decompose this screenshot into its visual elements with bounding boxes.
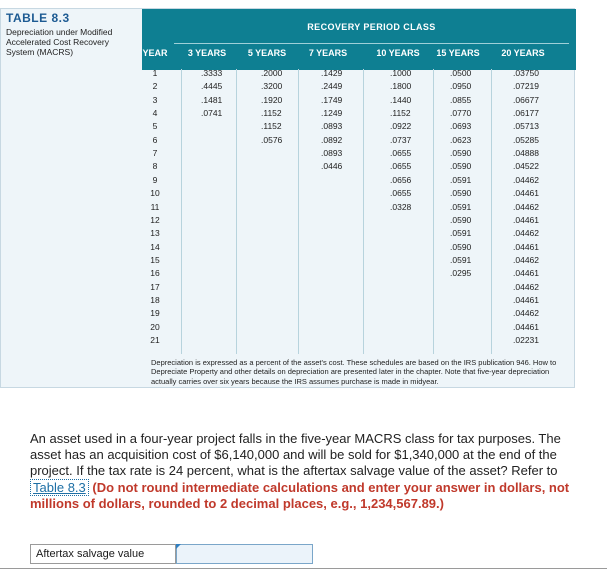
rate-cell: .04462 xyxy=(513,308,539,319)
rate-cell: .0741 xyxy=(201,108,223,119)
rate-cell: .04461 xyxy=(513,294,539,305)
year-cell: 15 xyxy=(150,254,160,265)
table-title: TABLE 8.3 xyxy=(6,11,70,25)
year-cell: 12 xyxy=(150,214,160,225)
year-cell: 13 xyxy=(150,228,160,239)
rate-cell: .05285 xyxy=(513,134,539,145)
rate-cell: .0590 xyxy=(450,214,472,225)
bottom-divider xyxy=(0,568,607,569)
rate-cell: .04888 xyxy=(513,148,539,159)
rate-cell: .0693 xyxy=(450,121,472,132)
rate-cell: .4445 xyxy=(201,81,223,92)
column-header-5: 15 YEARS xyxy=(436,48,480,58)
year-cell: 2 xyxy=(152,81,158,92)
column-header-1: 3 YEARS xyxy=(187,48,227,58)
year-cell: 10 xyxy=(150,188,160,199)
year-cell: 21 xyxy=(150,335,160,345)
column-header-4: 10 YEARS xyxy=(376,48,420,58)
column-header-3: 7 YEARS xyxy=(308,48,348,58)
year-cell: 5 xyxy=(152,121,158,132)
year-cell: 18 xyxy=(150,294,160,305)
rate-cell: .0590 xyxy=(450,148,472,159)
rate-cell: .04522 xyxy=(513,161,539,172)
rate-cell: .05713 xyxy=(513,121,539,132)
column-header-0: YEAR xyxy=(142,48,168,58)
rate-cell: .03750 xyxy=(513,68,539,78)
year-cell: 6 xyxy=(152,134,158,145)
rate-cell: .0656 xyxy=(390,174,412,185)
column-separator xyxy=(298,69,299,354)
rate-cell: .04461 xyxy=(513,268,539,279)
input-corner-marker xyxy=(176,544,181,549)
table-link[interactable]: Table 8.3 xyxy=(30,479,89,496)
rate-cell: .2000 xyxy=(261,68,283,78)
year-cell: 19 xyxy=(150,308,160,319)
column-separator xyxy=(491,69,492,354)
column-separator xyxy=(363,69,364,354)
question-body: An asset used in a four-year project falls in the five-year MACRS class for tax purposes. The asset has an acquisition cost of $6,140,000 and will be sold for $1,340,000 at the end of the project. If the tax rate is 24 percent, what is the aftertax salvage value of the asset? Refer to xyxy=(30,431,561,479)
rate-cell: .3333 xyxy=(201,68,223,78)
question-instruction: (Do not round intermediate calculations and enter your answer in dollars, not millions of dollars, rounded to 2 decimal places, e.g., 1,234,567.89.) xyxy=(30,479,570,511)
rate-cell: .0591 xyxy=(450,201,472,212)
column-header-6: 20 YEARS xyxy=(501,48,545,58)
rate-cell: .1429 xyxy=(321,68,343,78)
rate-cell: .0591 xyxy=(450,174,472,185)
question-text xyxy=(30,431,590,512)
rate-cell: .0893 xyxy=(321,121,343,132)
aftertax-salvage-input[interactable] xyxy=(176,544,313,564)
rate-cell: .04462 xyxy=(513,228,539,239)
rate-cell: .0950 xyxy=(450,81,472,92)
table-header-band xyxy=(142,9,576,70)
rate-cell: .0655 xyxy=(390,188,412,199)
year-cell: 20 xyxy=(150,321,160,332)
rate-cell: .1920 xyxy=(261,94,283,105)
rate-cell: .04462 xyxy=(513,174,539,185)
rate-cell: .0591 xyxy=(450,228,472,239)
rate-cell: .1481 xyxy=(201,94,223,105)
column-separator xyxy=(433,69,434,354)
rate-cell: .0770 xyxy=(450,108,472,119)
rate-cell: .0295 xyxy=(450,268,472,279)
year-cell: 16 xyxy=(150,268,160,279)
macrs-table xyxy=(0,8,575,388)
rate-cell: .0590 xyxy=(450,188,472,199)
rate-cell: .04462 xyxy=(513,201,539,212)
recovery-period-label: RECOVERY PERIOD CLASS xyxy=(307,22,436,32)
rate-cell: .1152 xyxy=(261,121,282,132)
column-header-2: 5 YEARS xyxy=(247,48,287,58)
rate-cell: .04461 xyxy=(513,321,539,332)
rate-cell: .0655 xyxy=(390,161,412,172)
rate-cell: .02231 xyxy=(513,335,539,345)
rate-cell: .04462 xyxy=(513,254,539,265)
year-cell: 14 xyxy=(150,241,160,252)
column-separator xyxy=(181,69,182,354)
rate-cell: .04461 xyxy=(513,188,539,199)
rate-cell: .2449 xyxy=(321,81,343,92)
rate-cell: .0623 xyxy=(450,134,472,145)
rate-cell: .0590 xyxy=(450,241,472,252)
rate-cell: .06177 xyxy=(513,108,539,119)
header-divider xyxy=(174,43,569,44)
rate-cell: .0855 xyxy=(450,94,472,105)
rate-cell: .0500 xyxy=(450,68,472,78)
rate-cell: .1249 xyxy=(321,108,343,119)
rate-cell: .0893 xyxy=(321,148,343,159)
rate-cell: .0655 xyxy=(390,148,412,159)
rate-cell: .0892 xyxy=(321,134,343,145)
year-cell: 7 xyxy=(152,148,158,159)
rate-cell: .1800 xyxy=(390,81,412,92)
rate-cell: .06677 xyxy=(513,94,539,105)
rate-cell: .1749 xyxy=(321,94,343,105)
year-cell: 8 xyxy=(152,161,158,172)
rate-cell: .0591 xyxy=(450,254,472,265)
year-cell: 17 xyxy=(150,281,160,292)
year-cell: 11 xyxy=(150,201,160,212)
rate-cell: .04461 xyxy=(513,214,539,225)
rate-cell: .1152 xyxy=(390,108,411,119)
rate-cell: .04462 xyxy=(513,281,539,292)
rate-cell: .0737 xyxy=(390,134,412,145)
rate-cell: .0576 xyxy=(261,134,283,145)
rate-cell: .0590 xyxy=(450,161,472,172)
rate-cell: .3200 xyxy=(261,81,283,92)
year-cell: 1 xyxy=(152,68,158,78)
table-footnote: Depreciation is expressed as a percent of the asset's cost. These schedules are based on the IRS publication 946. How to Depreciate Property and other details on depreciation are presented later in the chapter. Note that five-year depreciation actually carries over six years because the IRS assumes purchase is made in midyear. xyxy=(151,358,557,386)
rate-cell: .07219 xyxy=(513,81,539,92)
rate-cell: .1440 xyxy=(390,94,412,105)
rate-cell: .04461 xyxy=(513,241,539,252)
rate-cell: .0446 xyxy=(321,161,343,172)
answer-label: Aftertax salvage value xyxy=(30,544,176,564)
rate-cell: .1152 xyxy=(261,108,282,119)
column-separator xyxy=(236,69,237,354)
rate-cell: .1000 xyxy=(390,68,412,78)
year-cell: 9 xyxy=(152,174,158,185)
year-cell: 4 xyxy=(152,108,158,119)
table-caption: Depreciation under Modified Accelerated Cost Recovery System (MACRS) xyxy=(6,27,113,57)
rate-cell: .0922 xyxy=(390,121,412,132)
rate-cell: .0328 xyxy=(390,201,412,212)
year-cell: 3 xyxy=(152,94,158,105)
